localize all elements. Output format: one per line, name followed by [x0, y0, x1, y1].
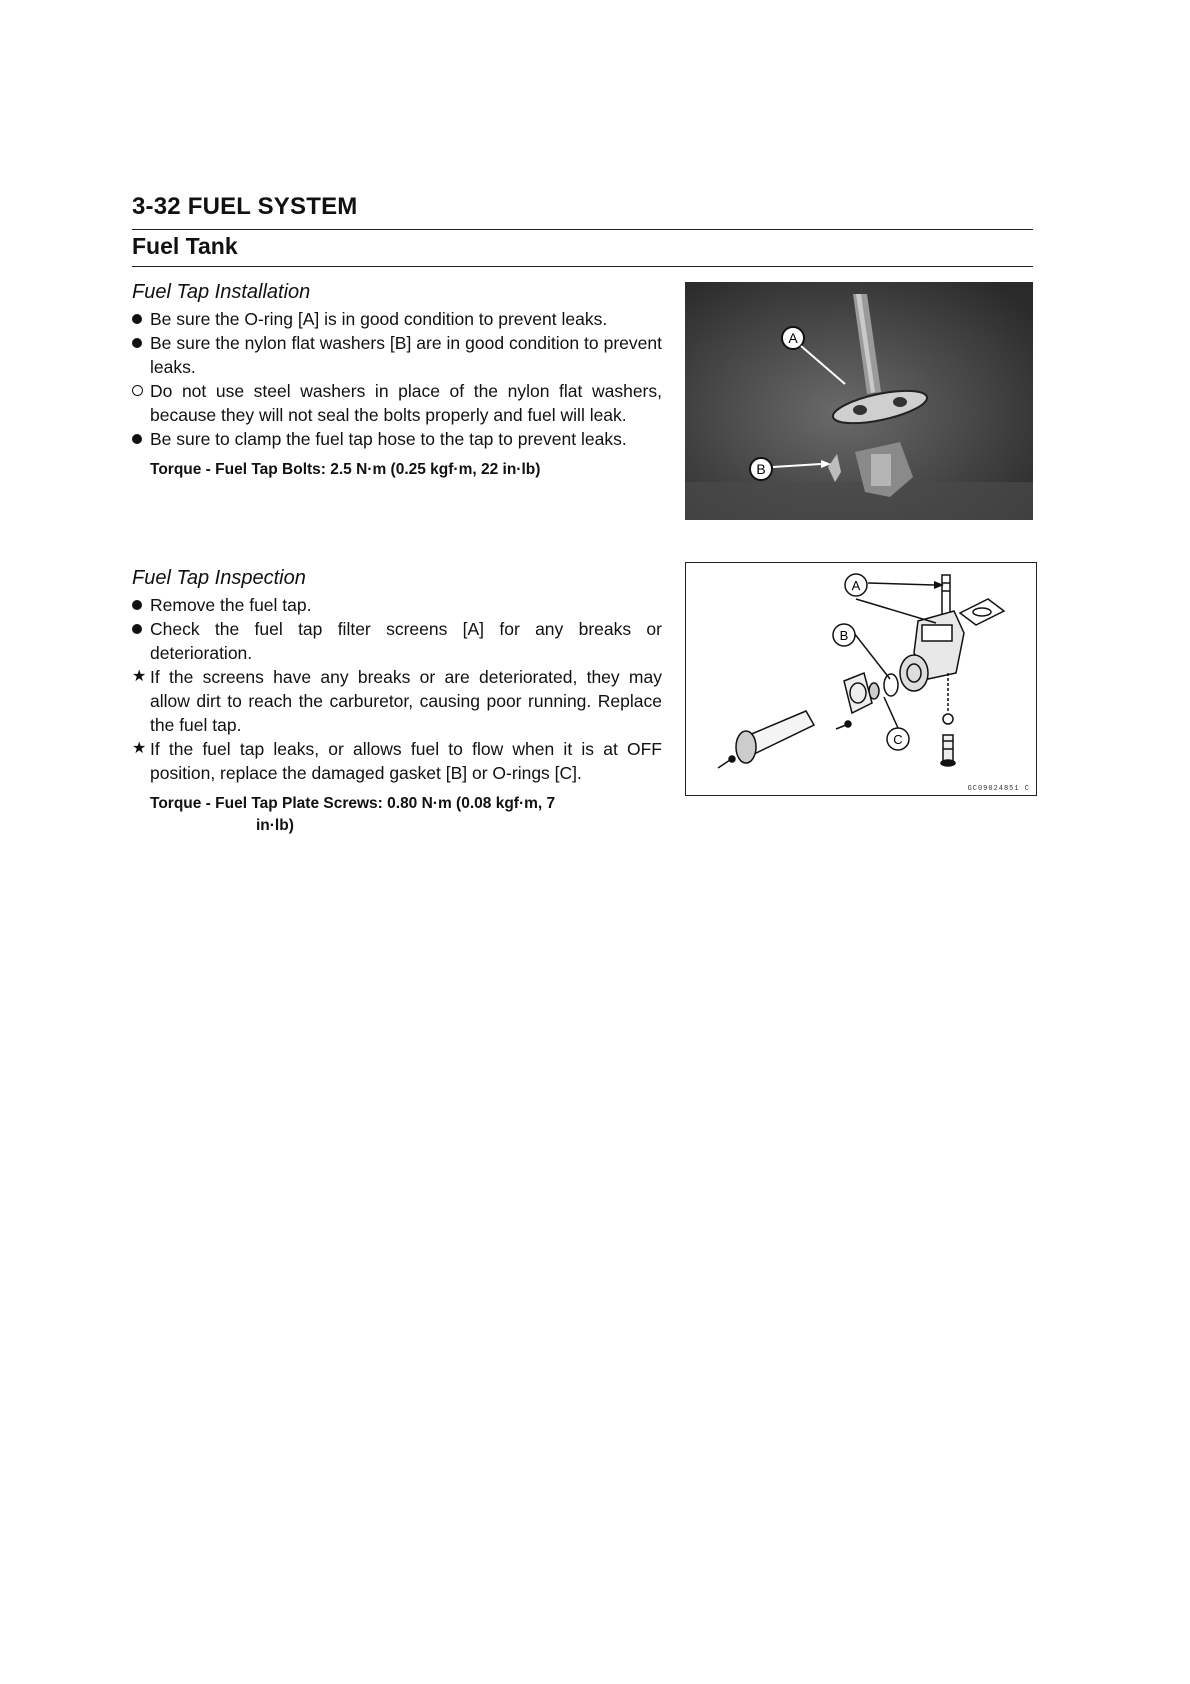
list-item: Remove the fuel tap. — [132, 593, 662, 617]
section-rule — [132, 266, 1033, 267]
bullet-icon — [132, 434, 142, 444]
torque-spec-line1: Torque - Fuel Tap Plate Screws: 0.80 N·m (0.08 kgf·m, 7 — [150, 795, 556, 812]
list-item: Be sure to clamp the fuel tap hose to the tap to prevent leaks. — [132, 427, 662, 451]
installation-section — [132, 280, 662, 481]
torque-spec — [132, 793, 662, 837]
diagram-label-c: C — [893, 732, 903, 747]
diagram-callout-b-icon — [833, 624, 855, 646]
header-rule — [132, 229, 1033, 230]
diagram-callout-c-icon — [887, 728, 909, 750]
list-item: Be sure the O-ring [A] is in good condition to prevent leaks. — [132, 307, 662, 331]
bullet-icon — [132, 338, 142, 348]
star-icon: ★ — [132, 668, 147, 685]
list-item: Check the fuel tap filter screens [A] for any breaks or deterioration. — [132, 617, 662, 665]
photo-label-b: B — [756, 461, 766, 477]
installation-heading: Fuel Tap Installation — [132, 281, 311, 303]
list-item: ★ If the screens have any breaks or are deteriorated, they may allow dirt to reach the carburetor, causing poor running. Replace the fuel tap. — [132, 667, 662, 735]
list-item: Do not use steel washers in place of the nylon flat washers, because they will not seal the bolts properly and fuel will leak. — [132, 379, 662, 427]
list-item: ★ If the fuel tap leaks, or allows fuel to flow when it is at OFF position, replace the damaged gasket [B] or O-rings [C]. — [132, 739, 662, 783]
inspection-section — [132, 566, 662, 837]
bullet-icon — [132, 624, 142, 634]
torque-spec-line2: in·lb) — [256, 817, 294, 834]
diagram-callout-a-icon — [845, 574, 867, 596]
fuel-tap-photo — [685, 282, 1033, 520]
diagram-label-b: B — [839, 628, 849, 643]
circle-bullet-icon — [132, 385, 143, 396]
list-item: Be sure the nylon flat washers [B] are in good condition to prevent leaks. — [132, 331, 662, 379]
section-title: Fuel Tank — [132, 233, 238, 259]
torque-spec: Torque - Fuel Tap Bolts: 2.5 N·m (0.25 kgf·m, 22 in·lb) — [150, 461, 541, 478]
star-icon: ★ — [132, 740, 147, 757]
bullet-icon — [132, 314, 142, 324]
page-title: 3-32 FUEL SYSTEM — [132, 193, 358, 220]
figure-code: GC09024851 C — [967, 785, 1030, 793]
fuel-tap-exploded-diagram — [685, 562, 1037, 796]
diagram-label-a: A — [851, 578, 861, 593]
bullet-icon — [132, 600, 142, 610]
photo-label-a: A — [788, 330, 798, 346]
inspection-heading: Fuel Tap Inspection — [132, 567, 306, 589]
